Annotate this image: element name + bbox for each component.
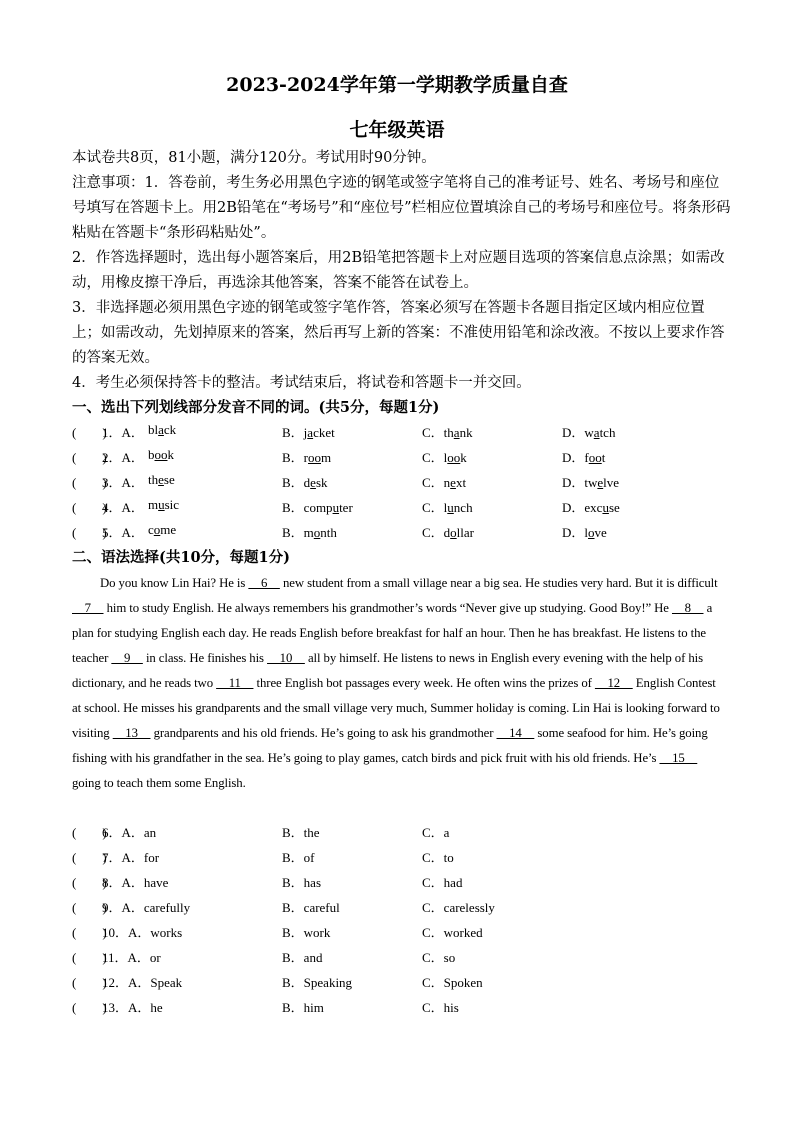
option-c: C．his <box>422 1000 459 1015</box>
passage-text: new student from a small village near a big sea. He studies very hard. But it is difficult <box>279 576 718 590</box>
passage-text: three English bot passages every week. He often wins the prizes of <box>253 676 595 690</box>
question-number: 7．A．for <box>102 850 160 865</box>
question-row <box>72 947 732 972</box>
blank-11[interactable]: 11 <box>216 676 254 690</box>
option-b: B．of <box>282 850 315 865</box>
option-c: C．so <box>422 950 456 965</box>
blank-6[interactable]: 6 <box>248 576 280 590</box>
answer-paren[interactable]: ( ) <box>72 475 107 490</box>
option-c: C．carelessly <box>422 900 495 915</box>
option-c: C．lunch <box>422 500 473 515</box>
section-2-heading: 二、语法选择(共10分，每题1分) <box>72 549 290 566</box>
option-b: B．computer <box>282 500 353 515</box>
note-2: 2．作答选择题时，选出每小题答案后，用2B铅笔把答题卡上对应题目选项的答案信息点涂黑；如需改动，用橡皮擦干净后，再选涂其他答案，答案不能答在试卷上。 <box>72 250 725 291</box>
question-row <box>72 897 732 922</box>
option-b: B．desk <box>282 475 328 490</box>
passage-text: some seafood for him. He’s going fishing with his grandfather in the sea. He’s going to play games, catch birds and pick fruit with his old friends. He’s <box>72 726 708 765</box>
answer-paren[interactable]: ( ) <box>72 425 107 440</box>
blank-14[interactable]: 14 <box>496 726 535 740</box>
blank-9[interactable]: 9 <box>111 651 143 665</box>
option-b: B．has <box>282 875 322 890</box>
answer-paren[interactable]: ( ) <box>72 525 107 540</box>
question-row <box>72 472 732 497</box>
option-d: D．twelve <box>562 475 620 490</box>
passage-text: Do you know Lin Hai? He is <box>100 576 249 590</box>
question-row <box>72 997 732 1022</box>
blank-12[interactable]: 12 <box>594 676 633 690</box>
note-4: 4．考生必须保持答卡的整洁。考试结束后，将试卷和答题卡一并交回。 <box>72 375 531 391</box>
section-1-heading: 一、选出下列划线部分发音不同的词。(共5分，每题1分) <box>72 399 440 416</box>
option-d: D．love <box>562 525 607 540</box>
blank-10[interactable]: 10 <box>267 651 305 665</box>
option-c: C．look <box>422 450 467 465</box>
option-c: C．had <box>422 875 463 890</box>
option-a: come <box>148 522 177 537</box>
question-number: 2．A． <box>102 450 144 465</box>
option-c: C．worked <box>422 925 483 940</box>
option-a: book <box>148 447 174 462</box>
option-b: B．careful <box>282 900 340 915</box>
answer-paren[interactable]: ( ) <box>72 975 107 990</box>
option-b: B．Speaking <box>282 975 353 990</box>
answer-paren[interactable]: ( ) <box>72 825 107 840</box>
question-row <box>72 447 732 472</box>
cloze-passage <box>72 571 724 796</box>
question-number: 5．A． <box>102 525 144 540</box>
note-1: 注意事项：1．答卷前，考生务必用黑色字迹的钢笔或签字笔将自己的准考证号、姓名、考场号和座位号填写在答题卡上。用2B铅笔在“考场号”和“座位号”栏相应位置填涂自己的考场号和座位号。将条形码粘贴在答题卡“条形码粘贴处”。 <box>72 175 731 241</box>
answer-paren[interactable]: ( ) <box>72 925 107 940</box>
question-number: 6．A．an <box>102 825 157 840</box>
option-d: D．foot <box>562 450 606 465</box>
option-a: black <box>148 422 177 437</box>
question-number: 13．A．he <box>102 1000 163 1015</box>
question-number: 12．A．Speak <box>102 975 183 990</box>
option-c: C．dollar <box>422 525 474 540</box>
blank-7[interactable]: 7 <box>72 601 104 615</box>
option-d: D．watch <box>562 425 616 440</box>
question-number: 11．A．or <box>102 950 161 965</box>
answer-paren[interactable]: ( ) <box>72 850 107 865</box>
question-row <box>72 922 732 947</box>
option-c: C．to <box>422 850 454 865</box>
answer-paren[interactable]: ( ) <box>72 500 107 515</box>
option-b: B．the <box>282 825 320 840</box>
passage-text: going to teach them some English. <box>72 776 246 790</box>
option-c: C．a <box>422 825 450 840</box>
option-d: D．excuse <box>562 500 620 515</box>
question-row <box>72 847 732 872</box>
question-number: 1．A． <box>102 425 144 440</box>
option-a: music <box>148 497 180 512</box>
option-c: C．next <box>422 475 467 490</box>
answer-paren[interactable]: ( ) <box>72 900 107 915</box>
passage-text: grandparents and his old friends. He’s going to ask his grandmother <box>150 726 497 740</box>
note-3: 3．非选择题必须用黑色字迹的钢笔或签字笔作答，答案必须写在答题卡各题目指定区域内相应位置上；如需改动，先划掉原来的答案，然后再写上新的答案：不准使用铅笔和涂改液。不按以上要求作答的答案无效。 <box>72 300 725 366</box>
question-number: 8．A．have <box>102 875 169 890</box>
question-number: 9．A．carefully <box>102 900 191 915</box>
passage-text: a plan for studying English each day. He reads English before breakfast for half an hour. Then he has breakfast. He listens to the teacher <box>72 601 713 665</box>
question-row <box>72 872 732 897</box>
option-b: B．work <box>282 925 331 940</box>
option-c: C．Spoken <box>422 975 483 990</box>
blank-8[interactable]: 8 <box>671 601 704 615</box>
passage-text: English Contest at school. He misses his grandparents and the small village very much, Summer holiday is coming. Lin Hai is looking forward to visiting <box>72 676 720 740</box>
passage-text: all by himself. He listens to news in English every evening with the help of his dictionary, and he reads two <box>72 651 703 690</box>
question-row <box>72 522 732 547</box>
answer-paren[interactable]: ( ) <box>72 950 107 965</box>
option-b: B．and <box>282 950 323 965</box>
answer-paren[interactable]: ( ) <box>72 1000 107 1015</box>
option-a: these <box>148 472 175 487</box>
option-b: B．jacket <box>282 425 335 440</box>
intro-text: 本试卷共8页，81小题，满分120分。考试用时90分钟。 <box>72 150 436 166</box>
question-row <box>72 822 732 847</box>
question-number: 4．A． <box>102 500 144 515</box>
answer-paren[interactable]: ( ) <box>72 875 107 890</box>
option-b: B．room <box>282 450 332 465</box>
option-b: B．him <box>282 1000 324 1015</box>
answer-paren[interactable]: ( ) <box>72 450 107 465</box>
passage-text: in class. He finishes his <box>142 651 268 665</box>
page-subtitle: 七年级英语 <box>349 119 445 141</box>
question-row <box>72 422 732 447</box>
question-row <box>72 972 732 997</box>
blank-13[interactable]: 13 <box>112 726 151 740</box>
question-row <box>72 497 732 522</box>
option-c: C．thank <box>422 425 473 440</box>
option-b: B．month <box>282 525 337 540</box>
passage-text: him to study English. He always remembers his grandmother’s words “Never give up studying. Good Boy!” He <box>103 601 672 615</box>
question-number: 10．A．works <box>102 925 183 940</box>
question-number: 3．A． <box>102 475 144 490</box>
page-title: 2023-2024学年第一学期教学质量自查 <box>226 74 568 96</box>
blank-15[interactable]: 15 <box>659 751 698 765</box>
